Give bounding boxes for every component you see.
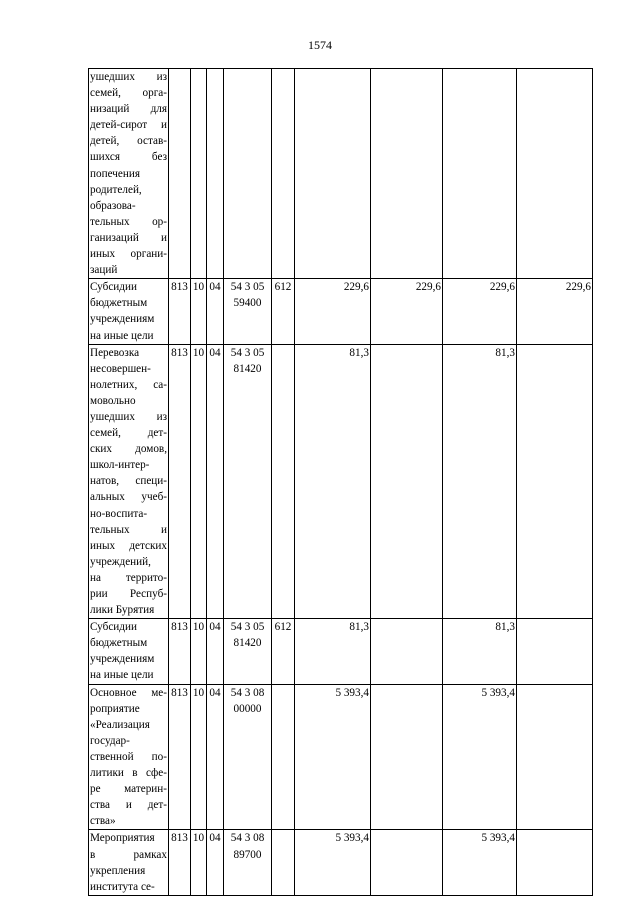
ministry-code (169, 69, 191, 279)
amount-col-4 (517, 69, 593, 279)
amount-col-2: 229,6 (371, 279, 443, 344)
amount-col-3: 81,3 (443, 344, 517, 619)
amount-col-4 (517, 344, 593, 619)
amount-col-3: 5 393,4 (443, 684, 517, 830)
target-article-code (224, 619, 272, 684)
subsection-code: 04 (207, 344, 224, 619)
row-name-line: ства» (90, 815, 116, 828)
amount-col-4 (517, 684, 593, 830)
row-name-line: учреждениям (90, 653, 155, 666)
amount-col-1: 5 393,4 (295, 684, 371, 830)
row-name-line: иных детских (90, 539, 167, 552)
amount-col-4 (517, 619, 593, 684)
target-article-line: 54 3 05 (230, 281, 265, 294)
target-article-line: 00000 (233, 702, 262, 715)
row-name (89, 69, 169, 279)
amount-col-2 (371, 69, 443, 279)
row-name-line: но-воспита- (90, 507, 148, 520)
row-name-line: института се- (90, 880, 155, 893)
amount-col-2 (371, 684, 443, 830)
row-name-line: Основное ме- (90, 686, 167, 699)
row-name-line: учреждений, (90, 555, 151, 568)
row-name-line: семей, орга- (90, 87, 167, 100)
row-name-line: ства и дет- (90, 799, 167, 812)
row-name-line: ушедших из (90, 410, 167, 423)
target-article-line: 54 3 08 (230, 832, 265, 845)
table-row (89, 830, 593, 895)
page-number: 1574 (308, 38, 332, 52)
row-name-line: в рамках (90, 848, 167, 861)
row-name-line: мовольно (90, 394, 136, 407)
ministry-code: 813 (169, 279, 191, 344)
row-name (89, 830, 169, 895)
row-name-line: государ- (90, 734, 130, 747)
expense-type-code (272, 344, 295, 619)
row-name-line: Субсидии (90, 621, 137, 634)
section-code (191, 69, 207, 279)
ministry-code: 813 (169, 344, 191, 619)
row-name-line: ских домов, (90, 443, 167, 456)
row-name-line: альных учеб- (90, 491, 167, 504)
row-name-line: учреждениям (90, 313, 155, 326)
amount-col-3: 81,3 (443, 619, 517, 684)
section-code: 10 (191, 684, 207, 830)
target-article-line: 54 3 05 (230, 346, 265, 359)
row-name-line: ушедших из (90, 71, 167, 83)
amount-col-3: 5 393,4 (443, 830, 517, 895)
target-article-line: 89700 (233, 848, 262, 861)
row-name-line: бюджетным (90, 637, 148, 650)
row-name-line: Мероприятия (90, 832, 155, 845)
row-name-line: Субсидии (90, 281, 137, 294)
expense-type-code (272, 684, 295, 830)
section-code: 10 (191, 830, 207, 895)
row-name-line: лики Бурятия (90, 604, 155, 617)
budget-table (88, 68, 593, 896)
amount-col-1: 81,3 (295, 344, 371, 619)
table-row (89, 279, 593, 344)
row-name-line: нолетних, са- (90, 378, 167, 391)
amount-col-3 (443, 69, 517, 279)
row-name-line: несовершен- (90, 362, 151, 375)
expense-type-code (272, 69, 295, 279)
row-name-line: на иные цели (90, 669, 154, 682)
row-name-line: низаций для (90, 103, 167, 116)
table-row (89, 344, 593, 619)
target-article-line: 81420 (233, 362, 262, 375)
row-name-line: семей, дет- (90, 427, 167, 440)
row-name-line: заций (90, 264, 118, 277)
subsection-code: 04 (207, 279, 224, 344)
target-article-code (224, 830, 272, 895)
amount-col-2 (371, 344, 443, 619)
table-row (89, 684, 593, 830)
row-name-line: Перевозка (90, 346, 140, 359)
row-name-line: «Реализация (90, 718, 150, 731)
row-name-line: на террито- (90, 571, 167, 584)
row-name (89, 684, 169, 830)
row-name-line: тельных и (90, 523, 167, 536)
amount-col-1: 5 393,4 (295, 830, 371, 895)
target-article-line: 59400 (233, 297, 262, 310)
row-name-line: укрепления (90, 864, 146, 877)
amount-col-1 (295, 69, 371, 279)
target-article-code (224, 69, 272, 279)
subsection-code: 04 (207, 684, 224, 830)
row-name-line: образова- (90, 199, 136, 212)
target-article-line: 54 3 08 (230, 686, 265, 699)
row-name-line: литики в сфе- (90, 767, 167, 780)
subsection-code (207, 69, 224, 279)
row-name-line: школ-интер- (90, 459, 150, 472)
ministry-code: 813 (169, 684, 191, 830)
row-name-line: попечения (90, 167, 140, 180)
table-row (89, 619, 593, 684)
row-name (89, 344, 169, 619)
target-article-code (224, 684, 272, 830)
row-name-line: ганизаций и (90, 231, 167, 244)
section-code: 10 (191, 619, 207, 684)
row-name-line: ре материн- (90, 783, 167, 796)
row-name-line: детей, остав- (90, 135, 167, 148)
table-row (89, 69, 593, 279)
row-name-line: родителей, (90, 183, 142, 196)
amount-col-2 (371, 619, 443, 684)
expense-type-code (272, 830, 295, 895)
row-name-line: шихся без (90, 151, 167, 164)
expense-type-code: 612 (272, 619, 295, 684)
row-name-line: ственной по- (90, 750, 167, 763)
row-name-line: рии Респуб- (90, 588, 167, 600)
section-code: 10 (191, 344, 207, 619)
target-article-line: 54 3 05 (230, 621, 265, 634)
amount-col-4: 229,6 (517, 279, 593, 344)
ministry-code: 813 (169, 830, 191, 895)
amount-col-2 (371, 830, 443, 895)
amount-col-1: 229,6 (295, 279, 371, 344)
row-name-line: натов, специ- (90, 475, 167, 488)
ministry-code: 813 (169, 619, 191, 684)
amount-col-4 (517, 830, 593, 895)
section-code: 10 (191, 279, 207, 344)
subsection-code: 04 (207, 830, 224, 895)
subsection-code: 04 (207, 619, 224, 684)
target-article-code (224, 344, 272, 619)
row-name-line: иных органи- (90, 248, 167, 261)
target-article-code (224, 279, 272, 344)
table-body (89, 69, 593, 896)
row-name-line: роприятие (90, 702, 140, 715)
row-name-line: тельных ор- (90, 215, 167, 228)
row-name (89, 279, 169, 344)
row-name-line: детей-сирот и (90, 119, 167, 132)
amount-col-1: 81,3 (295, 619, 371, 684)
row-name (89, 619, 169, 684)
target-article-line: 81420 (233, 637, 262, 650)
amount-col-3: 229,6 (443, 279, 517, 344)
row-name-line: бюджетным (90, 297, 148, 310)
expense-type-code: 612 (272, 279, 295, 344)
row-name-line: на иные цели (90, 329, 154, 342)
